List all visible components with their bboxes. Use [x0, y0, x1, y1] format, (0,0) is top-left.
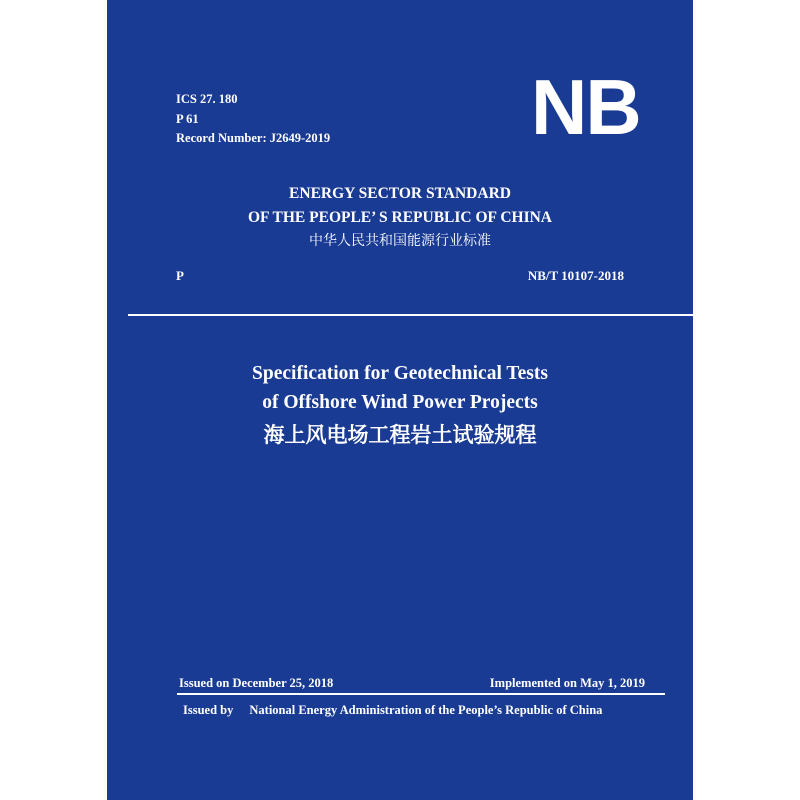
- issuer-label: Issued by: [183, 703, 234, 717]
- bottom-divider: [177, 693, 665, 695]
- standard-heading-line1: ENERGY SECTOR STANDARD: [289, 185, 511, 202]
- document-title-line1: Specification for Geotechnical Tests: [252, 363, 548, 384]
- implementation-date: Implemented on May 1, 2019: [489, 676, 645, 690]
- ics-code: ICS 27. 180: [176, 92, 238, 106]
- issuer-name: National Energy Administration of the People’s Republic of China: [249, 703, 603, 717]
- standard-heading-line2: OF THE PEOPLE’ S REPUBLIC OF CHINA: [247, 209, 552, 226]
- top-divider: [128, 314, 693, 316]
- book-cover: [107, 0, 693, 800]
- nb-logo: NB: [531, 63, 640, 151]
- document-title-line2: of Offshore Wind Power Projects: [262, 392, 538, 413]
- issue-date: Issued on December 25, 2018: [179, 676, 334, 690]
- record-number: Record Number: J2649-2019: [176, 131, 331, 145]
- standard-heading-chinese: 中华人民共和国能源行业标准: [309, 233, 491, 249]
- classification-letter: P: [176, 268, 184, 283]
- standard-heading: [107, 182, 693, 252]
- class-code: P 61: [176, 111, 199, 126]
- document-title-chinese: 海上风电场工程岩土试验规程: [263, 423, 537, 447]
- issuer-line: [183, 703, 602, 718]
- metadata-block: [176, 90, 330, 149]
- document-title: [107, 359, 693, 453]
- standard-number: NB/T 10107-2018: [527, 268, 624, 283]
